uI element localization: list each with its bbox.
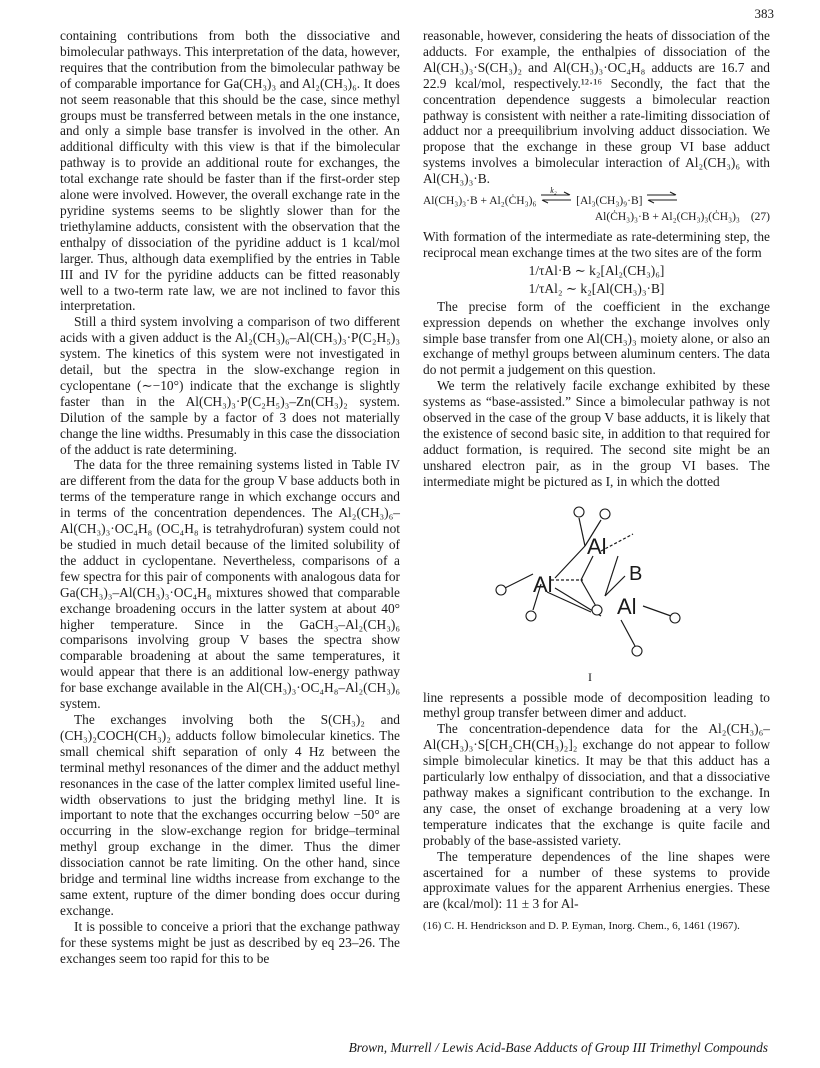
equation-products: Al(ĊH₃)₃·B + Al₂(CH₃)₃(ĊH₃)₃: [594, 211, 740, 224]
page-number: 383: [754, 6, 774, 21]
paragraph: With formation of the intermediate as rate-determining step, the reciprocal mean exchange times at the two sites are of the form: [423, 229, 770, 260]
paragraph: containing contributions from both the dissociative and bimolecular pathways. This interpretation of the data, however, requires that the contribution from the bimolecular pathway be of comparable importance for Ga(CH₃)₃ and Al₂(CH₃)₆. It does not seem reasonable that this should be the case, since methyl groups must be transferred between metals in the one instance, and only a simple base transfer is involved in the other. An additional difficulty with this view is that if the bimolecular pathway is to provide an additional route for exchanges, the total exchange rate should be faster than if the first-order step alone were involved. However, the overall exchange rate in the pyridine systems seems to be slightly slower than for the triethylamine adducts, consistent with the observation that the enthalpy of dissociation of the pyridine adduct is 1 kcal/mol larger. Thus, although data exemplified by the entries in Table III and IV for the pyridine adducts can be fitted reasonably well to a two-term rate law, we are not inclined to favor this interpretation.: [60, 28, 400, 314]
equation-reactants: Al(CH₃)₃·B + Al₂(ĊH₃)₆: [423, 195, 537, 208]
equilibrium-arrows-icon: [539, 186, 573, 207]
atom-label: Al: [587, 533, 607, 559]
paragraph: The exchanges involving both the S(CH₃)₂ and (CH₃)₂COCH(CH₃)₂ adducts follow bimolecular kinetics. The small chemical shift separation of only 4 Hz between the terminal methyl resonances of the dimer and the adduct methyl resonances in the case of the latter complex limited useful line-width observations to just the bridging methyl line. It is important to note that the exchanges occurring below −50° are occurring in the slow-exchange region for bridge–terminal methyl group exchange in the dimer. Thus the dimer dissociation cannot be rate limiting. On the other hand, since bridge and terminal line widths increase from exchange to the same extent, rupture of the dimer bonding does occur during exchange.: [60, 711, 400, 918]
paragraph: line represents a possible mode of decomposition leading to methyl group transfer between dimer and adduct.: [423, 689, 770, 721]
paragraph: The precise form of the coefficient in the exchange expression depends on whether the exchange involves only simple base transfer from one Al(CH₃)₃ moiety alone, or also an exchange of methyl groups between aluminum centers. The data do not permit a judgement on this question.: [423, 298, 770, 378]
structure-drawing: [493, 496, 693, 668]
structure-label: I: [588, 669, 592, 684]
equation-number: (27): [750, 211, 770, 224]
paragraph: Still a third system involving a comparison of two different acids with a given adduct is the Al₂(CH₃)₆–Al(CH₃)₃·P(C₂H₅)₃ system. The kinetics of this system were not investigated in detail, but the spectra in the slow-exchange region in cyclopentane (∼−10°) indicate that the exchange is slightly faster than in the Al(CH₃)₃·P(C₂H₅)₃–Zn(CH₃)₂ system. Dilution of the sample by a factor of 3 does not materially change the line widths. Presumably in this case the dissociation of the adduct is rate determining.: [60, 314, 400, 457]
paragraph: It is possible to conceive a priori that the exchange pathway for these systems might be just as described by eq 23–26. The exchanges seem too rapid for this to be: [60, 918, 400, 966]
structure-diagram-I: [423, 496, 770, 686]
running-footer: Brown, Murrell / Lewis Acid-Base Adducts of Group III Trimethyl Compounds: [348, 1040, 768, 1055]
atom-label: Al: [533, 571, 553, 597]
atom-label: Al: [617, 593, 637, 619]
paragraph: The data for the three remaining systems listed in Table IV are different from the data for the group V base adducts both in terms of the temperature range in which exchange occurs and in terms of the concentration dependences. The Al₂(CH₃)₆–Al(CH₃)₃·OC₄H₈ (OC₄H₈ is tetrahydrofuran) system could not be studied in much detail because of the limited solubility of the adduct in cyclopentane. Nevertheless, comparisons of a few spectra for this pair of components with analogous data for Ga(CH₃)₃–Al(CH₃)₃·OC₄H₈ mixtures showed that comparable exchange broadening occurs in the latter system at about 40° higher temperature. Since in the GaCH₃–Al₂(CH₃)₆ comparisons involving group V bases the spectra show comparable broadening at about the same temperatures, it would appear that there is an additional low-energy pathway for base exchange available in the Al(CH₃)₃·OC₄H₈–Al₂(CH₃)₆ system.: [60, 457, 400, 712]
rate-expression: 1/τAl·B ∼ k₂[Al₂(CH₃)₆]: [528, 262, 665, 278]
paragraph: reasonable, however, considering the heats of dissociation of the adducts. For example, the enthalpies of dissociation of the Al(CH₃)₃·S(CH₃)₂ and Al(CH₃)₃·OC₄H₈ adducts are 16.7 and 22.9 kcal/mol, respectively.¹²·¹⁶ Secondly, the fact that the concentration dependence suggests a bimolecular reaction pathway is consistent with neither a rate-limiting dissociation of adduct nor a preequilibrium involving adduct dissociation. We propose that the exchange in these group VI base adduct systems involves a bimolecular interaction of Al₂(CH₃)₆ with Al(CH₃)₃·B.: [423, 28, 770, 187]
atom-label: B: [629, 562, 643, 585]
paragraph: The temperature dependences of the line shapes were ascertained for a number of these systems to provide approximate values for the apparent Arrhenius energies. These are (kcal/mol): 11 ± 3 for Al-: [423, 848, 770, 912]
right-column: [423, 28, 770, 933]
rate-expression: 1/τAl₂ ∼ k₂[Al(CH₃)₃·B]: [528, 280, 665, 296]
left-column: [60, 28, 400, 966]
equation-27: [423, 186, 770, 225]
footnote: (16) C. H. Hendrickson and D. P. Eyman, Inorg. Chem., 6, 1461 (1967).: [423, 920, 740, 933]
paragraph: The concentration-dependence data for the Al₂(CH₃)₆–Al(CH₃)₃·S[CH₂CH(CH₃)₂]₂ exchange do not appear to follow simple bimolecular kinetics. It may be that this adduct has a particularly low enthalpy of dissociation, and that a dissociative pathway makes a significant contribution to the exchange. In any case, the onset of exchange broadening at a very low temperature indicates that the exchange is quite facile and probably of the base-assisted variety.: [423, 721, 770, 848]
paragraph: We term the relatively facile exchange exhibited by these systems as “base-assisted.” Since a bimolecular pathway is not observed in the case of the group V base adducts, it is likely that the existence of second basic site, in addition to that required for adduct formation, is required. The second site might be an unshared electron pair, as in the group VI bases. The intermediate might be pictured as I, in which the dotted: [423, 378, 770, 489]
rate-constant-label: k₂: [550, 186, 557, 196]
equation-intermediate: [Al₃(CH₃)₉·B]: [576, 195, 643, 208]
equilibrium-arrows-icon: [645, 195, 679, 207]
